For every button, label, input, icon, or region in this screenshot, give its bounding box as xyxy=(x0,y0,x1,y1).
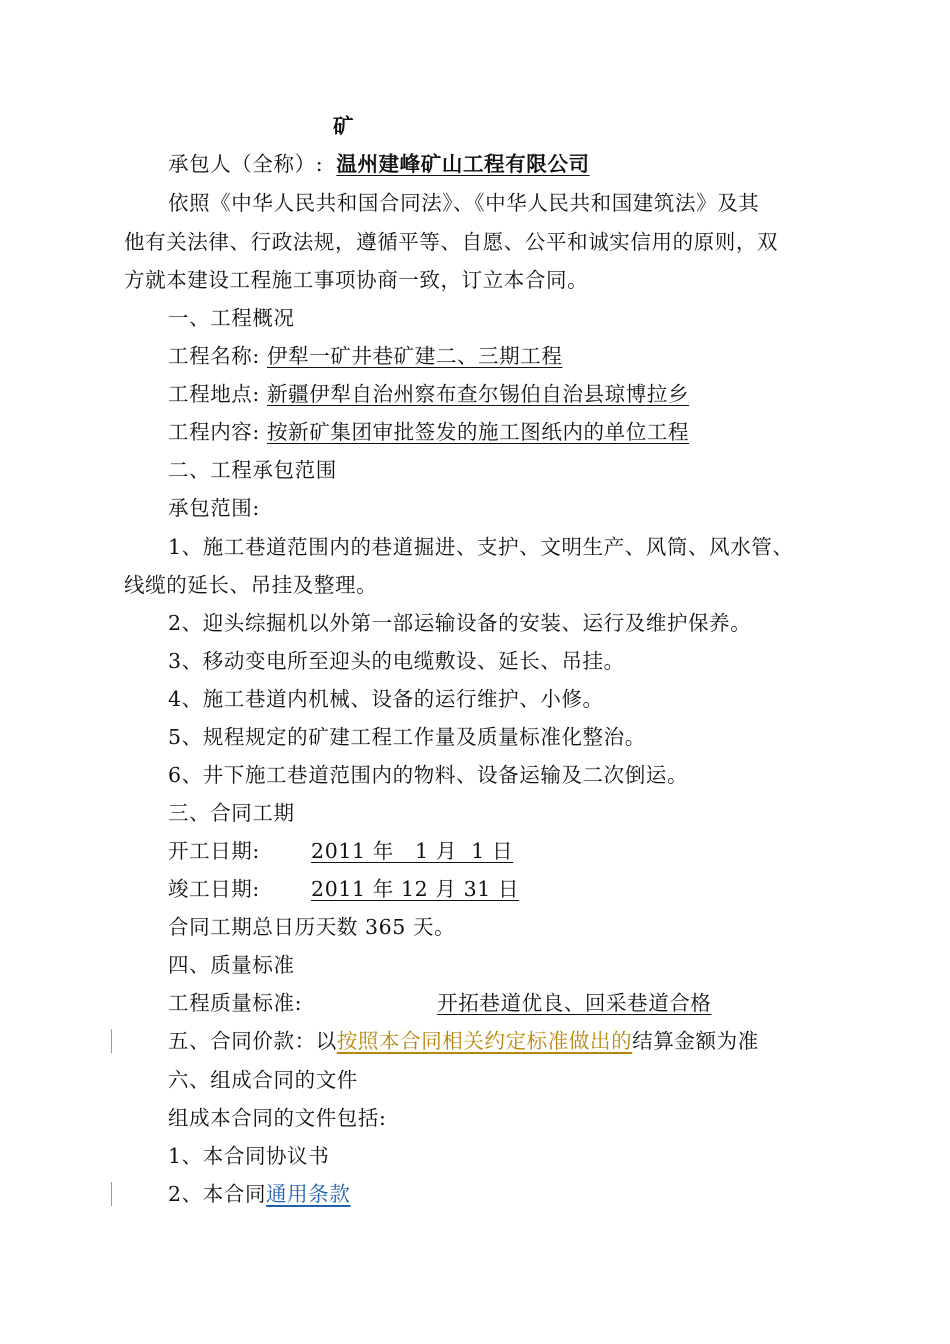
project-name-line xyxy=(168,344,562,368)
section3-title: 三、合同工期 xyxy=(168,801,295,825)
revision-bar xyxy=(111,1029,112,1053)
end-date-label: 竣工日期: xyxy=(168,877,260,901)
documents-intro: 组成本合同的文件包括: xyxy=(168,1106,387,1130)
contractor-line xyxy=(168,152,590,176)
scope-label: 承包范围: xyxy=(168,496,260,520)
preamble-line-3: 方就本建设工程施工事项协商一致，订立本合同。 xyxy=(124,268,589,292)
end-date-line xyxy=(168,877,519,901)
contract-price-line xyxy=(168,1029,759,1053)
scope-item-6: 6、井下施工巷道范围内的物料、设备运输及二次倒运。 xyxy=(168,763,689,787)
document-item-2 xyxy=(168,1182,350,1206)
scope-item-4: 4、施工巷道内机械、设备的运行维护、小修。 xyxy=(168,687,604,711)
scope-item-1: 1、施工巷道范围内的巷道掘进、支护、文明生产、风筒、风水管、 xyxy=(168,535,794,559)
contractor-label: 承包人（全称）: xyxy=(168,152,324,176)
quality-standard-label: 工程质量标准: xyxy=(168,991,303,1015)
section2-title: 二、工程承包范围 xyxy=(168,458,337,482)
section4-title: 四、质量标准 xyxy=(168,953,295,977)
total-duration: 合同工期总日历天数 365 天。 xyxy=(168,915,456,939)
section1-title: 一、工程概况 xyxy=(168,306,295,330)
contract-price-highlight[interactable]: 按照本合同相关约定标准做出的 xyxy=(336,1029,633,1053)
project-content-value: 按新矿集团审批签发的施工图纸内的单位工程 xyxy=(267,420,690,444)
preamble-line-1: 依照《中华人民共和国合同法》、《中华人民共和国建筑法》及其 xyxy=(168,191,760,215)
section6-title: 六、组成合同的文件 xyxy=(168,1068,358,1092)
project-name-value: 伊犁一矿井巷矿建二、三期工程 xyxy=(267,344,563,368)
revision-bar xyxy=(111,1182,112,1206)
quality-standard-value: 开拓巷道优良、回采巷道合格 xyxy=(437,991,712,1015)
general-terms-link[interactable]: 通用条款 xyxy=(266,1182,351,1206)
scope-item-5: 5、规程规定的矿建工程工作量及质量标准化整治。 xyxy=(168,725,646,749)
project-content-label: 工程内容: xyxy=(168,420,260,444)
project-location-line xyxy=(168,382,689,406)
start-date-value: 2011 年 1 月 1 日 xyxy=(311,839,514,863)
preamble-line-2: 他有关法律、行政法规，遵循平等、自愿、公平和诚实信用的原则，双 xyxy=(124,230,779,254)
project-content-line xyxy=(168,420,689,444)
end-date-value: 2011 年 12 月 31 日 xyxy=(311,877,520,901)
project-name-label: 工程名称: xyxy=(168,344,260,368)
project-location-value: 新疆伊犁自治州察布查尔锡伯自治县琼博拉乡 xyxy=(267,382,690,406)
scope-item-2: 2、迎头综掘机以外第一部运输设备的安装、运行及维护保养。 xyxy=(168,611,752,635)
scope-item-1-cont: 线缆的延长、吊挂及整理。 xyxy=(124,573,378,597)
start-date-line xyxy=(168,839,513,863)
contractor-name: 温州建峰矿山工程有限公司 xyxy=(336,152,590,176)
start-date-label: 开工日期: xyxy=(168,839,260,863)
quality-standard-line xyxy=(168,991,712,1015)
contract-price-prefix: 五、合同价款：以 xyxy=(168,1029,337,1053)
project-location-label: 工程地点: xyxy=(168,382,260,406)
document-item-1: 1、本合同协议书 xyxy=(168,1144,330,1168)
scope-item-3: 3、移动变电所至迎头的电缆敷设、延长、吊挂。 xyxy=(168,649,625,673)
heading-fragment: 矿 xyxy=(333,114,355,138)
contract-price-suffix: 结算金额为准 xyxy=(632,1029,759,1053)
document-item-2-prefix: 2、本合同 xyxy=(168,1182,267,1206)
